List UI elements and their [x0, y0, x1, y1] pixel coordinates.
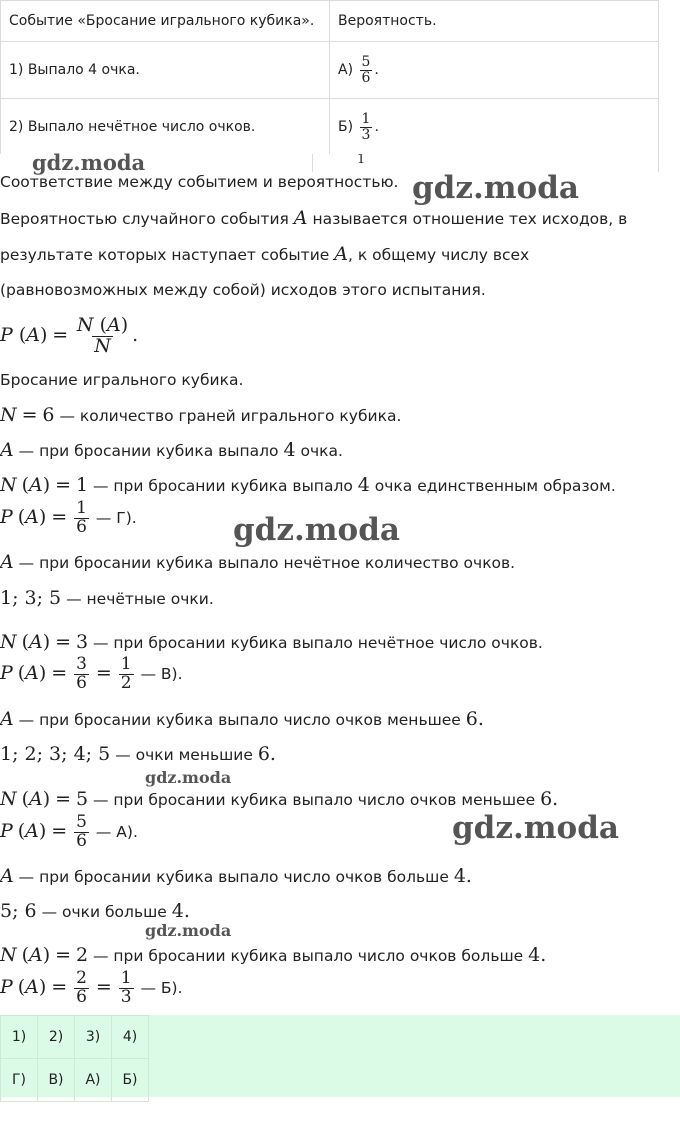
table-header-row	[1, 1, 659, 42]
text-line: N (A) = 5 — при бросании кубика выпало число очков меньшее 6.	[0, 788, 559, 810]
text-line: P (A) = $\frac{5}{6}$ — А).	[0, 812, 138, 851]
text-line: Соответствие между событием и вероятностью.	[0, 173, 399, 191]
header-event: Событие «Бросание игрального кубика».	[1, 1, 330, 42]
answer-number: 4)	[112, 1016, 149, 1059]
watermark: gdz.moda	[233, 512, 400, 548]
events-table	[0, 0, 659, 156]
text-line: 5; 6 — очки больше 4.	[0, 900, 190, 922]
table-cut-row: 1	[0, 154, 659, 172]
event-1: 1) Выпало 4 очка.	[1, 42, 330, 99]
text-line: A — при бросании кубика выпало нечётное количество очков.	[0, 551, 516, 573]
answer-letter: А)	[75, 1059, 112, 1102]
watermark: gdz.moda	[32, 150, 146, 175]
text-line: 1; 2; 3; 4; 5 — очки меньшие 6.	[0, 743, 276, 765]
answer-number: 1)	[1, 1016, 38, 1059]
probability-2: Б) $\frac{1}{3}$ .	[330, 99, 659, 156]
watermark: gdz.moda	[452, 810, 619, 846]
text-line: P (A) = $\frac{1}{6}$ — Г).	[0, 498, 137, 537]
answer-number: 3)	[75, 1016, 112, 1059]
text-line: 1; 3; 5 — нечётные очки.	[0, 587, 214, 609]
answer-letters-row	[1, 1059, 149, 1102]
text-line: A — при бросании кубика выпало число очков меньшее 6.	[0, 708, 484, 730]
answer-letter: Г)	[1, 1059, 38, 1102]
probability-1: А) $\frac{5}{6}$ .	[330, 42, 659, 99]
text-line: A — при бросании кубика выпало 4 очка.	[0, 439, 343, 461]
answer-letter: В)	[38, 1059, 75, 1102]
table-row	[1, 99, 659, 156]
probability-formula: P (A) = $\frac{N (A)}{N}$ .	[0, 314, 139, 357]
watermark: gdz.moda	[145, 921, 232, 940]
text-line: N (A) = 1 — при бросании кубика выпало 4 очка единственным образом.	[0, 474, 616, 496]
answer-number: 2)	[38, 1016, 75, 1059]
answer-numbers-row	[1, 1016, 149, 1059]
watermark: gdz.moda	[145, 768, 232, 787]
text-line: Вероятностью случайного события A называется отношение тех исходов, в	[0, 207, 628, 229]
text-line: результате которых наступает событие A, к общему числу всех	[0, 243, 530, 265]
text-line: N (A) = 3 — при бросании кубика выпало нечётное число очков.	[0, 631, 543, 653]
header-probability: Вероятность.	[330, 1, 659, 42]
event-2: 2) Выпало нечётное число очков.	[1, 99, 330, 156]
text-line: N (A) = 2 — при бросании кубика выпало число очков больше 4.	[0, 944, 547, 966]
text-line: A — при бросании кубика выпало число очков больше 4.	[0, 865, 472, 887]
answer-table	[0, 1015, 680, 1097]
watermark: gdz.moda	[412, 170, 579, 206]
answer-letter: Б)	[112, 1059, 149, 1102]
text-line: P (A) = $\frac{3}{6}$ = $\frac{1}{2}$ — В).	[0, 654, 183, 693]
text-line: P (A) = $\frac{2}{6}$ = $\frac{1}{3}$ — Б).	[0, 968, 183, 1007]
text-line: N = 6 — количество граней игрального кубика.	[0, 404, 402, 426]
table-row	[1, 42, 659, 99]
text-line: (равновозможных между собой) исходов этого испытания.	[0, 281, 486, 299]
text-line: Бросание игрального кубика.	[0, 371, 244, 389]
